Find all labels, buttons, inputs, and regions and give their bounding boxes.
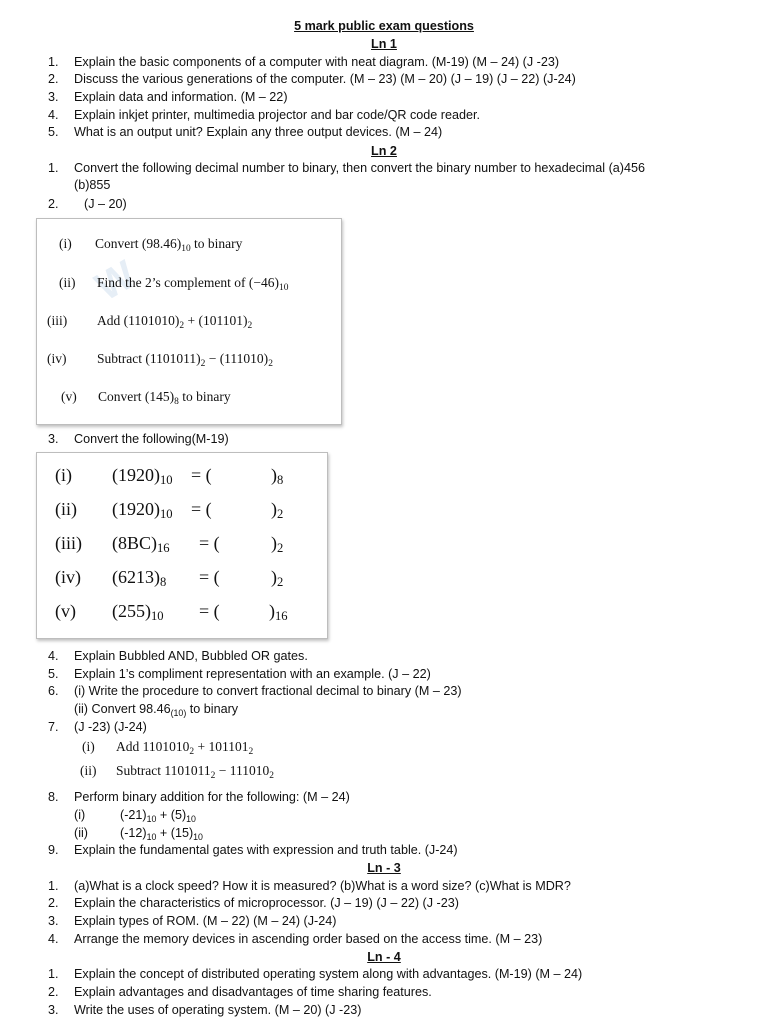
section-heading-ln1: Ln 1 bbox=[371, 37, 397, 51]
list-item: 8. Perform binary addition for the following: (M – 24) bbox=[48, 790, 350, 804]
list-item: 3. Explain data and information. (M – 22) bbox=[48, 90, 288, 104]
box-item: (i) bbox=[55, 465, 72, 485]
list-item: 4. Explain Bubbled AND, Bubbled OR gates. bbox=[48, 649, 308, 663]
list-item: 3. Convert the following(M-19) bbox=[48, 432, 229, 446]
list-item: 5. Explain 1’s compliment representation with an example. (J – 22) bbox=[48, 667, 431, 681]
section-heading-ln4: Ln - 4 bbox=[367, 950, 401, 964]
list-item: 1. Convert the following decimal number to binary, then convert the binary number to hexadecimal (a)456 bbox=[48, 161, 645, 175]
list-item: 1. (a)What is a clock speed? How it is measured? (b)What is a word size? (c)What is MDR? bbox=[48, 879, 571, 893]
list-item: 2. Discuss the various generations of the computer. (M – 23) (M – 20) (J – 19) (J – 22) (J-24) bbox=[48, 72, 576, 86]
box-item: (i) bbox=[59, 236, 72, 251]
list-item: 2. (J – 20) bbox=[48, 197, 127, 211]
list-item: 4. Arrange the memory devices in ascending order based on the access time. (M – 23) bbox=[48, 932, 543, 946]
list-item: 2. Explain advantages and disadvantages of time sharing features. bbox=[48, 985, 432, 999]
sub-item: (i) bbox=[74, 808, 86, 822]
box-item: (ii) bbox=[55, 499, 77, 519]
list-item-continuation: (b)855 bbox=[74, 178, 111, 192]
sub-item: (ii) bbox=[80, 763, 97, 778]
list-item: 1. Explain the concept of distributed operating system along with advantages. (M-19) (M – 24) bbox=[48, 967, 583, 981]
box-item: (v) bbox=[55, 601, 76, 621]
list-item: 7. (J -23) (J-24) bbox=[48, 720, 147, 734]
list-item-continuation: (ii) Convert $98.46_{(10)}$ to binary bbox=[74, 702, 239, 718]
box-item: (v) bbox=[61, 389, 77, 404]
watermark: W bbox=[88, 252, 143, 310]
box-item: (ii) bbox=[59, 275, 76, 290]
list-item: 6. (i) Write the procedure to convert fractional decimal to binary (M – 23) bbox=[48, 684, 462, 698]
sub-item: (ii) bbox=[74, 826, 88, 840]
list-item: 2. Explain the characteristics of microprocessor. (J – 19) (J – 22) (J -23) bbox=[48, 896, 459, 910]
page-title: 5 mark public exam questions bbox=[294, 19, 474, 33]
list-item: 9. Explain the fundamental gates with expression and truth table. (J-24) bbox=[48, 843, 458, 857]
list-item: 3. Explain types of ROM. (M – 22) (M – 24) (J-24) bbox=[48, 914, 337, 928]
list-item: 5. What is an output unit? Explain any three output devices. (M – 24) bbox=[48, 125, 443, 139]
section-heading-ln2: Ln 2 bbox=[371, 144, 397, 158]
box-item: (iii) bbox=[47, 313, 68, 328]
box-item: (iv) bbox=[47, 351, 67, 366]
list-item: 1. Explain the basic components of a computer with neat diagram. (M-19) (M – 24) (J -23) bbox=[48, 55, 560, 69]
conversion-image-box: (i) $(1920)_{10}$ = ( )$_8$ (ii) $(1920)_{10}$ = ( )$_2$ (iii) $(8BC)_{16}$ = ( )$_2$ (iv) $(6213)_8$ = ( )$_2$ (v) $(255)_{10}$ = ( )$_{16}$ bbox=[36, 452, 328, 639]
sub-item: (i) bbox=[82, 739, 95, 754]
box-item: (iii) bbox=[55, 533, 82, 553]
question-image-box: W (i) Convert $(98.46)_{10}$ to binary (ii) Find the 2’s complement of $(-46)_{10}$ (iii) Add $(1101010)_2 + (101101)_2$ (iv) Subtract $(1101011)_2 - (111010)_2$ (v) Convert $(145)_8$ to binary bbox=[36, 218, 342, 425]
list-item: 3. Write the uses of operating system. (M – 20) (J -23) bbox=[48, 1003, 362, 1017]
box-item: (iv) bbox=[55, 567, 81, 587]
section-heading-ln3: Ln - 3 bbox=[367, 861, 401, 875]
list-item: 4. Explain inkjet printer, multimedia projector and bar code/QR code reader. bbox=[48, 108, 481, 122]
